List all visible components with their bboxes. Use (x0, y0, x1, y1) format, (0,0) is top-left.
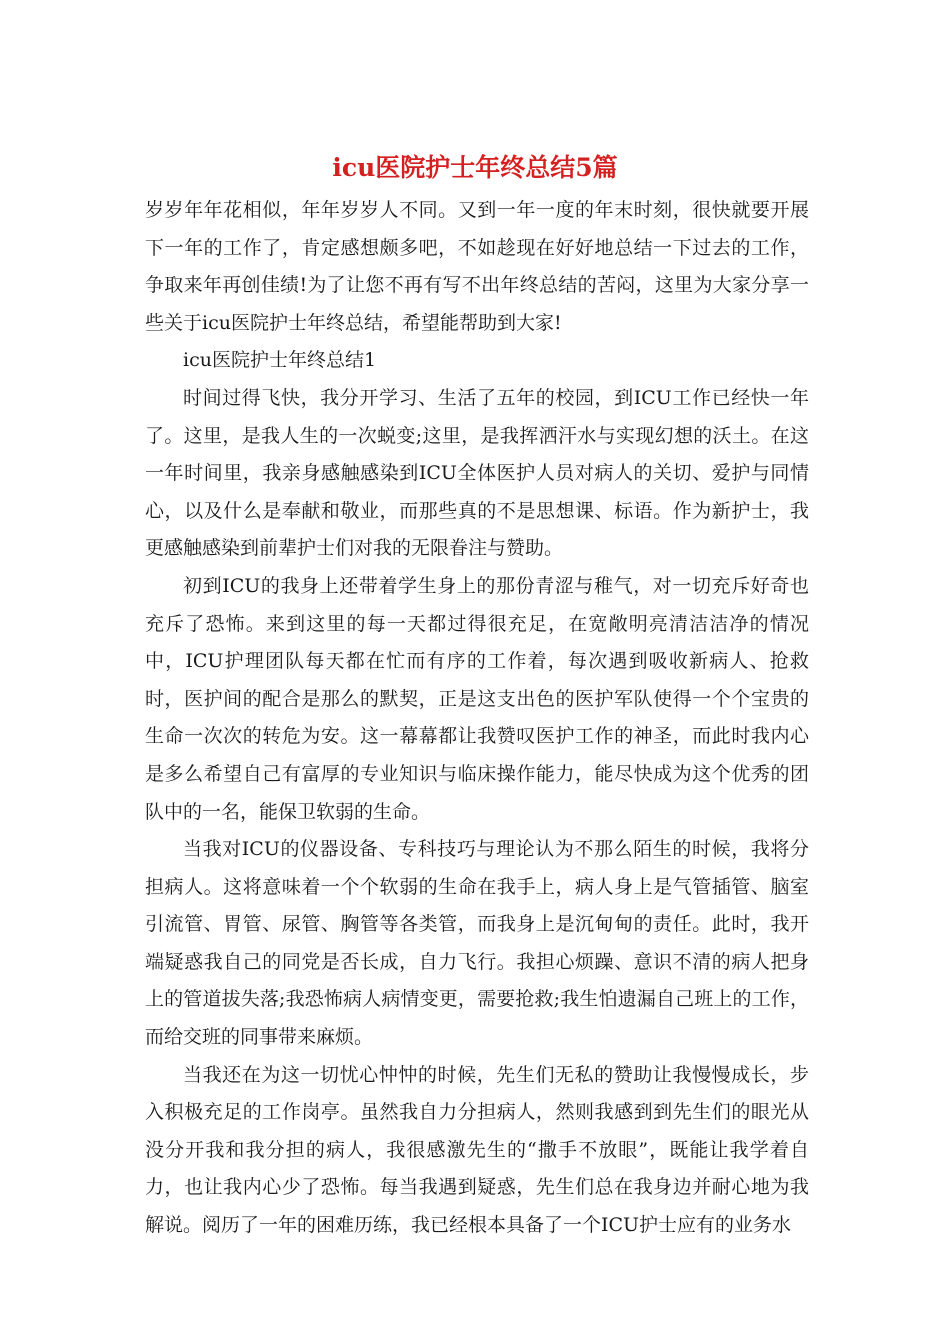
intro-paragraph: 岁岁年年花相似，年年岁岁人不同。又到一年一度的年末时刻，很快就要开展下一年的工作了，肯定感想颇多吧，不如趁现在好好地总结一下过去的工作，争取来年再创佳绩!为了让您不再有写不出年终总结的苦闷，这里为大家分享一些关于icu医院护士年终总结，希望能帮助到大家! (145, 199, 809, 334)
body-paragraph: 初到ICU的我身上还带着学生身上的那份青涩与稚气，对一切充斥好奇也充斥了恐怖。来到这里的每一天都过得很充足，在宽敞明亮清洁洁净的情况中，ICU护理团队每天都在忙而有序的工作着，每次遇到吸收新病人、抢救时，医护间的配合是那么的默契，正是这支出色的医护军队使得一个个宝贵的生命一次次的转危为安。这一幕幕都让我赞叹医护工作的神圣，而此时我内心是多么希望自己有富厚的专业知识与临床操作能力，能尽快成为这个优秀的团队中的一名，能保卫软弱的生命。 (145, 574, 809, 823)
section-heading: icu医院护士年终总结1 (183, 349, 377, 372)
document-title: icu医院护士年终总结5篇 (332, 153, 618, 182)
body-paragraph: 时间过得飞快，我分开学习、生活了五年的校园，到ICU工作已经快一年了。这里，是我人生的一次蜕变;这里，是我挥洒汗水与实现幻想的沃土。在这一年时间里，我亲身感触感染到ICU全体医护人员对病人的关切、爱护与同情心，以及什么是奉献和敬业，而那些真的不是思想课、标语。作为新护士，我更感触感染到前辈护士们对我的无限眷注与赞助。 (145, 386, 809, 560)
body-paragraph: 当我还在为这一切忧心忡忡的时候，先生们无私的赞助让我慢慢成长，步入积极充足的工作岗亭。虽然我自力分担病人，然则我感到到先生们的眼光从没分开我和我分担的病人，我很感激先生的“撒手不放眼”，既能让我学着自力，也让我内心少了恐怖。每当我遇到疑惑，先生们总在我身边并耐心地为我解说。阅历了一年的困难历练，我已经根本具备了一个ICU护士应有的业务水 (145, 1063, 809, 1237)
document-body (145, 192, 809, 1245)
body-paragraph: 当我对ICU的仪器设备、专科技巧与理论认为不那么陌生的时候，我将分担病人。这将意味着一个个软弱的生命在我手上，病人身上是气管插管、脑室引流管、胃管、尿管、胸管等各类管，而我身上是沉甸甸的责任。此时，我开端疑惑我自己的同党是否长成，自力飞行。我担心烦躁、意识不清的病人把身上的管道拔失落;我恐怖病人病情变更，需要抢救;我生怕遗漏自己班上的工作，而给交班的同事带来麻烦。 (145, 838, 809, 1049)
